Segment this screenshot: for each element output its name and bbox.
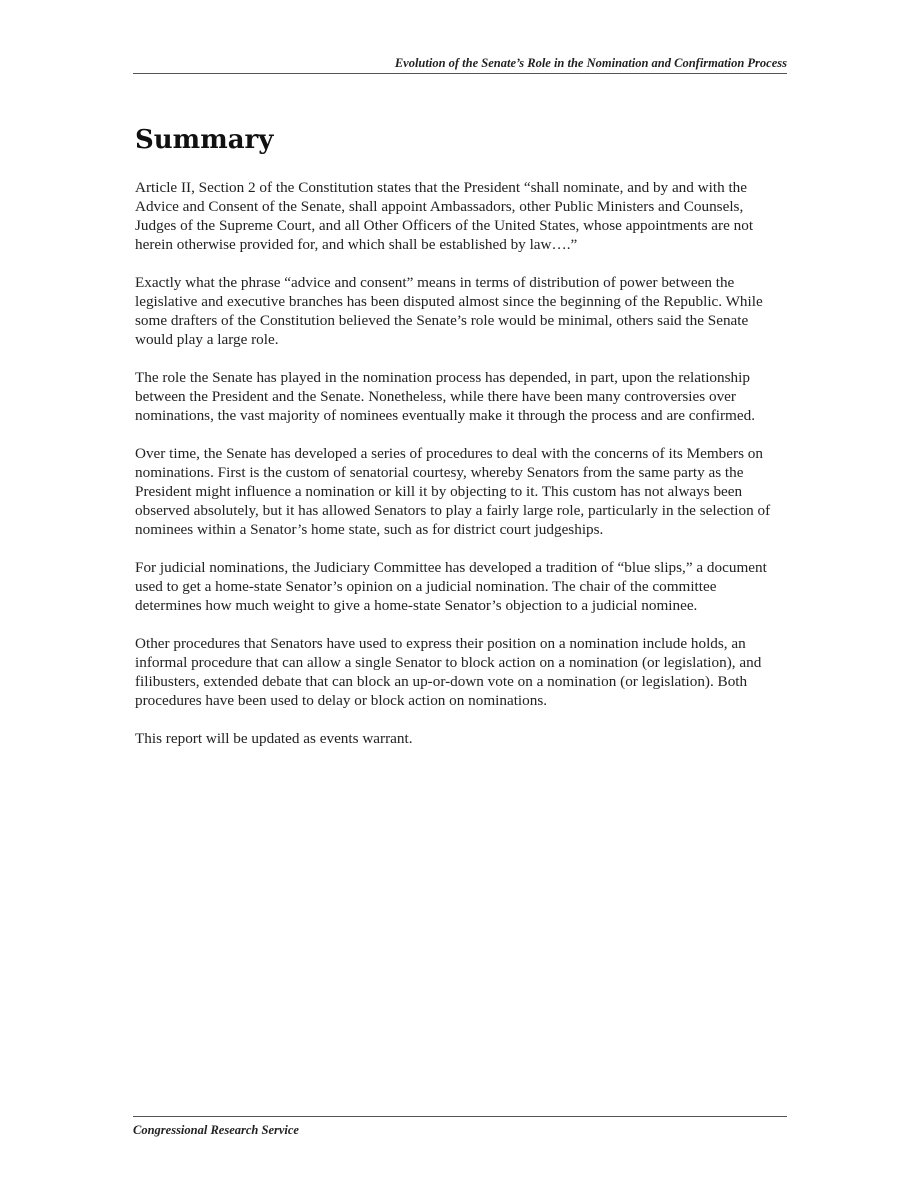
paragraph-senatorial-courtesy: Over time, the Senate has developed a series of procedures to deal with the concerns of its Members on nominations. First is the custom of senatorial courtesy, whereby Senators from the same party as the President might influence a nomination or kill it by objecting to it. This custom has not always been observed absolutely, but it has allowed Senators to play a fairly large role, particularly in the selection of nominees within a Senator’s home state, such as for district court judgeships. (135, 445, 771, 538)
paragraph-update-note: This report will be updated as events warrant. (135, 730, 413, 747)
running-header-title: Evolution of the Senate’s Role in the Nomination and Confirmation Process (133, 55, 787, 74)
paragraph-advice-and-consent: Exactly what the phrase “advice and consent” means in terms of distribution of power between the legislative and executive branches has been disputed almost since the beginning of the Republic. While some drafters of the Constitution believed the Senate’s role would be minimal, others said the Senate would play a large role. (135, 274, 763, 348)
paragraph-blue-slips: For judicial nominations, the Judiciary Committee has developed a tradition of “blue slips,” a document used to get a home-state Senator’s opinion on a judicial nomination. The chair of the committee determines how much weight to give a home-state Senator’s objection to a judicial nominee. (135, 559, 767, 614)
paragraph-senate-role: The role the Senate has played in the nomination process has depended, in part, upon the relationship between the President and the Senate. Nonetheless, while there have been many controversies over nominations, the vast majority of nominees eventually make it through the process and are confirmed. (135, 369, 755, 424)
summary-section (135, 124, 785, 767)
paragraph-holds-and-filibusters: Other procedures that Senators have used to express their position on a nomination include holds, an informal procedure that can allow a single Senator to block action on a nomination (or legislation), and filibusters, extended debate that can block an up-or-down vote on a nomination (or legislation). Both procedures have been used to delay or block action on nominations. (135, 635, 762, 709)
section-heading: Summary (135, 125, 274, 155)
paragraph-constitution-clause: Article II, Section 2 of the Constitution states that the President “shall nominate, and by and with the Advice and Consent of the Senate, shall appoint Ambassadors, other Public Ministers and Counsels, Judges of the Supreme Court, and all Other Officers of the United States, whose appointments are not herein otherwise provided for, and which shall be established by law….” (135, 179, 754, 253)
running-footer-organization: Congressional Research Service (133, 1116, 787, 1144)
